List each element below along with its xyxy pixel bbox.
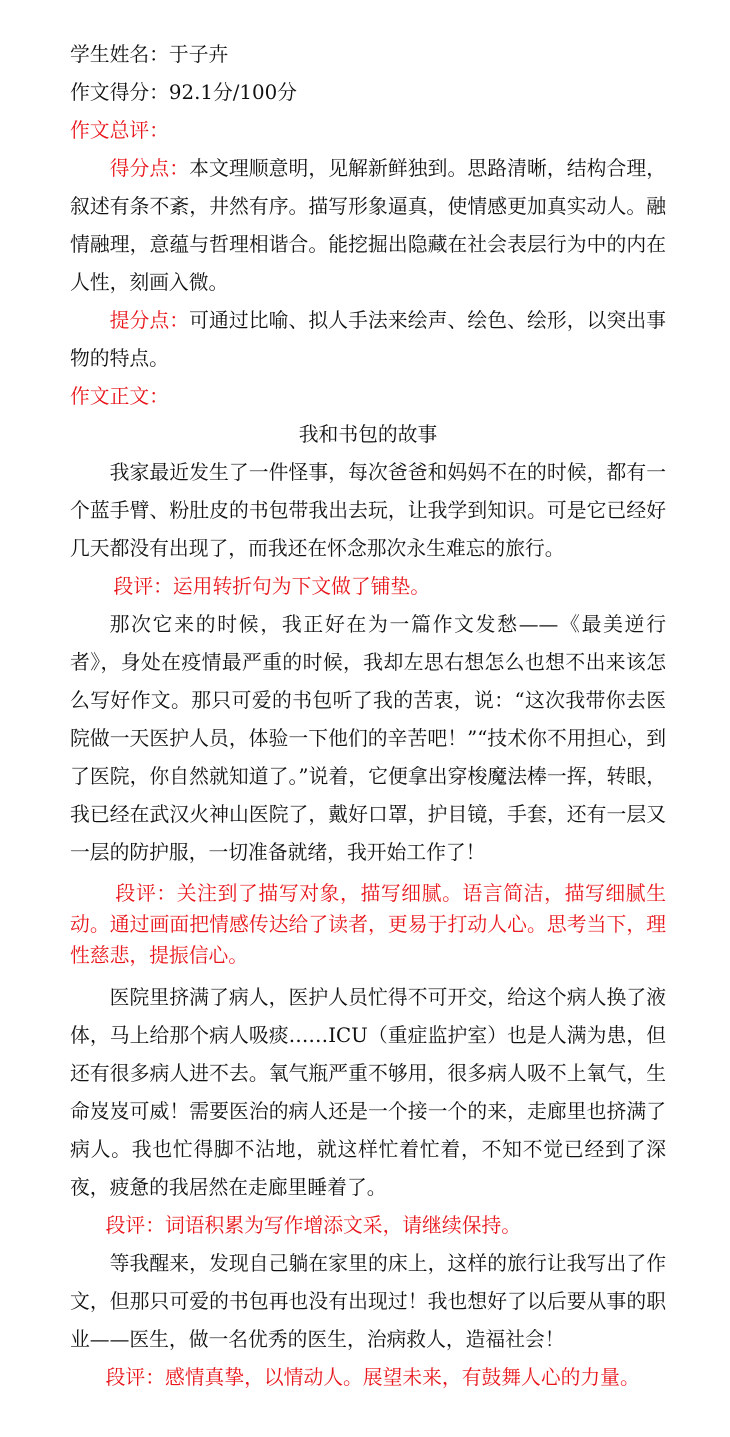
paragraph-comment: 段评：运用转折句为下文做了铺垫。 [113,575,431,598]
strengths-text: 本文理顺意明，见解新鲜独到。思路清晰，结构合理，叙述有条不紊，井然有序。描写形象逼真，使情感更加真实动人。融情融理，意蕴与哲理相谐合。能挖掘出隐藏在社会表层行为中的内在人性，刻画入微。 [70,157,666,294]
essay-paragraph: 等我醒来，发现自己躺在家里的床上，这样的旅行让我写出了作文，但那只可爱的书包再也没有出现过！我也想好了以后要从事的职业——医生，做一名优秀的医生，治病救人，造福社会！ [70,1252,666,1351]
essay-title: 我和书包的故事 [298,423,438,446]
student-name-label: 学生姓名： [70,43,169,66]
improve-label: 提分点： [109,309,190,332]
review-heading: 作文总评： [70,119,169,142]
strengths-paragraph [70,150,666,302]
student-name: 于子卉 [168,43,229,66]
student-name-line [70,36,666,74]
essay-paragraph: 医院里挤满了病人，医护人员忙得不可开交，给这个病人换了液体，马上给那个病人吸痰……ICU（重症监护室）也是人满为患，但还有很多病人进不去。氧气瓶严重不够用，很多病人吸不上氧气，生命岌岌可威！需要医治的病人还是一个接一个的来，走廊里也挤满了病人。我也忙得脚不沾地，就这样忙着忙着，不知不觉已经到了深夜，疲惫的我居然在走廊里睡着了。 [70,986,666,1199]
paragraph-comment: 段评：感情真挚，以情动人。展望未来，有鼓舞人心的力量。 [105,1366,640,1389]
paragraph-comment: 段评：词语积累为写作增添文采，请继续保持。 [105,1214,522,1237]
score-line [70,74,666,112]
improve-text: 可通过比喻、拟人手法来绘声、绘色、绘形，以突出事物的特点。 [70,309,666,370]
essay-paragraph: 那次它来的时候，我正好在为一篇作文发愁——《最美逆行者》，身处在疫情最严重的时候，我却左思右想怎么也想不出来该怎么写好作文。那只可爱的书包听了我的苦衷，说：“这次我带你去医院做一天医护人员，体验一下他们的辛苦吧！”“技术你不用担心，到了医院，你自然就知道了。”说着，它便拿出穿梭魔法棒一挥，转眼，我已经在武汉火神山医院了，戴好口罩，护目镜，手套，还有一层又一层的防护服，一切准备就绪，我开始工作了！ [70,613,666,864]
paragraph-comment: 段评：关注到了描写对象，描写细腻。语言简洁，描写细腻生动。通过画面把情感传达给了读者，更易于打动人心。思考当下，理性慈悲，提振信心。 [70,882,666,967]
score-label: 作文得分： [70,81,169,104]
strengths-label: 得分点： [109,157,190,180]
score-value: 92.1分/100分 [168,81,297,104]
essay-paragraph: 我家最近发生了一件怪事，每次爸爸和妈妈不在的时候，都有一个蓝手臂、粉肚皮的书包带我出去玩，让我学到知识。可是它已经好几天都没有出现了，而我还在怀念那次永生难忘的旅行。 [70,461,666,560]
document-page [70,36,666,1397]
essay-heading: 作文正文： [70,385,169,408]
improve-paragraph [70,302,666,378]
